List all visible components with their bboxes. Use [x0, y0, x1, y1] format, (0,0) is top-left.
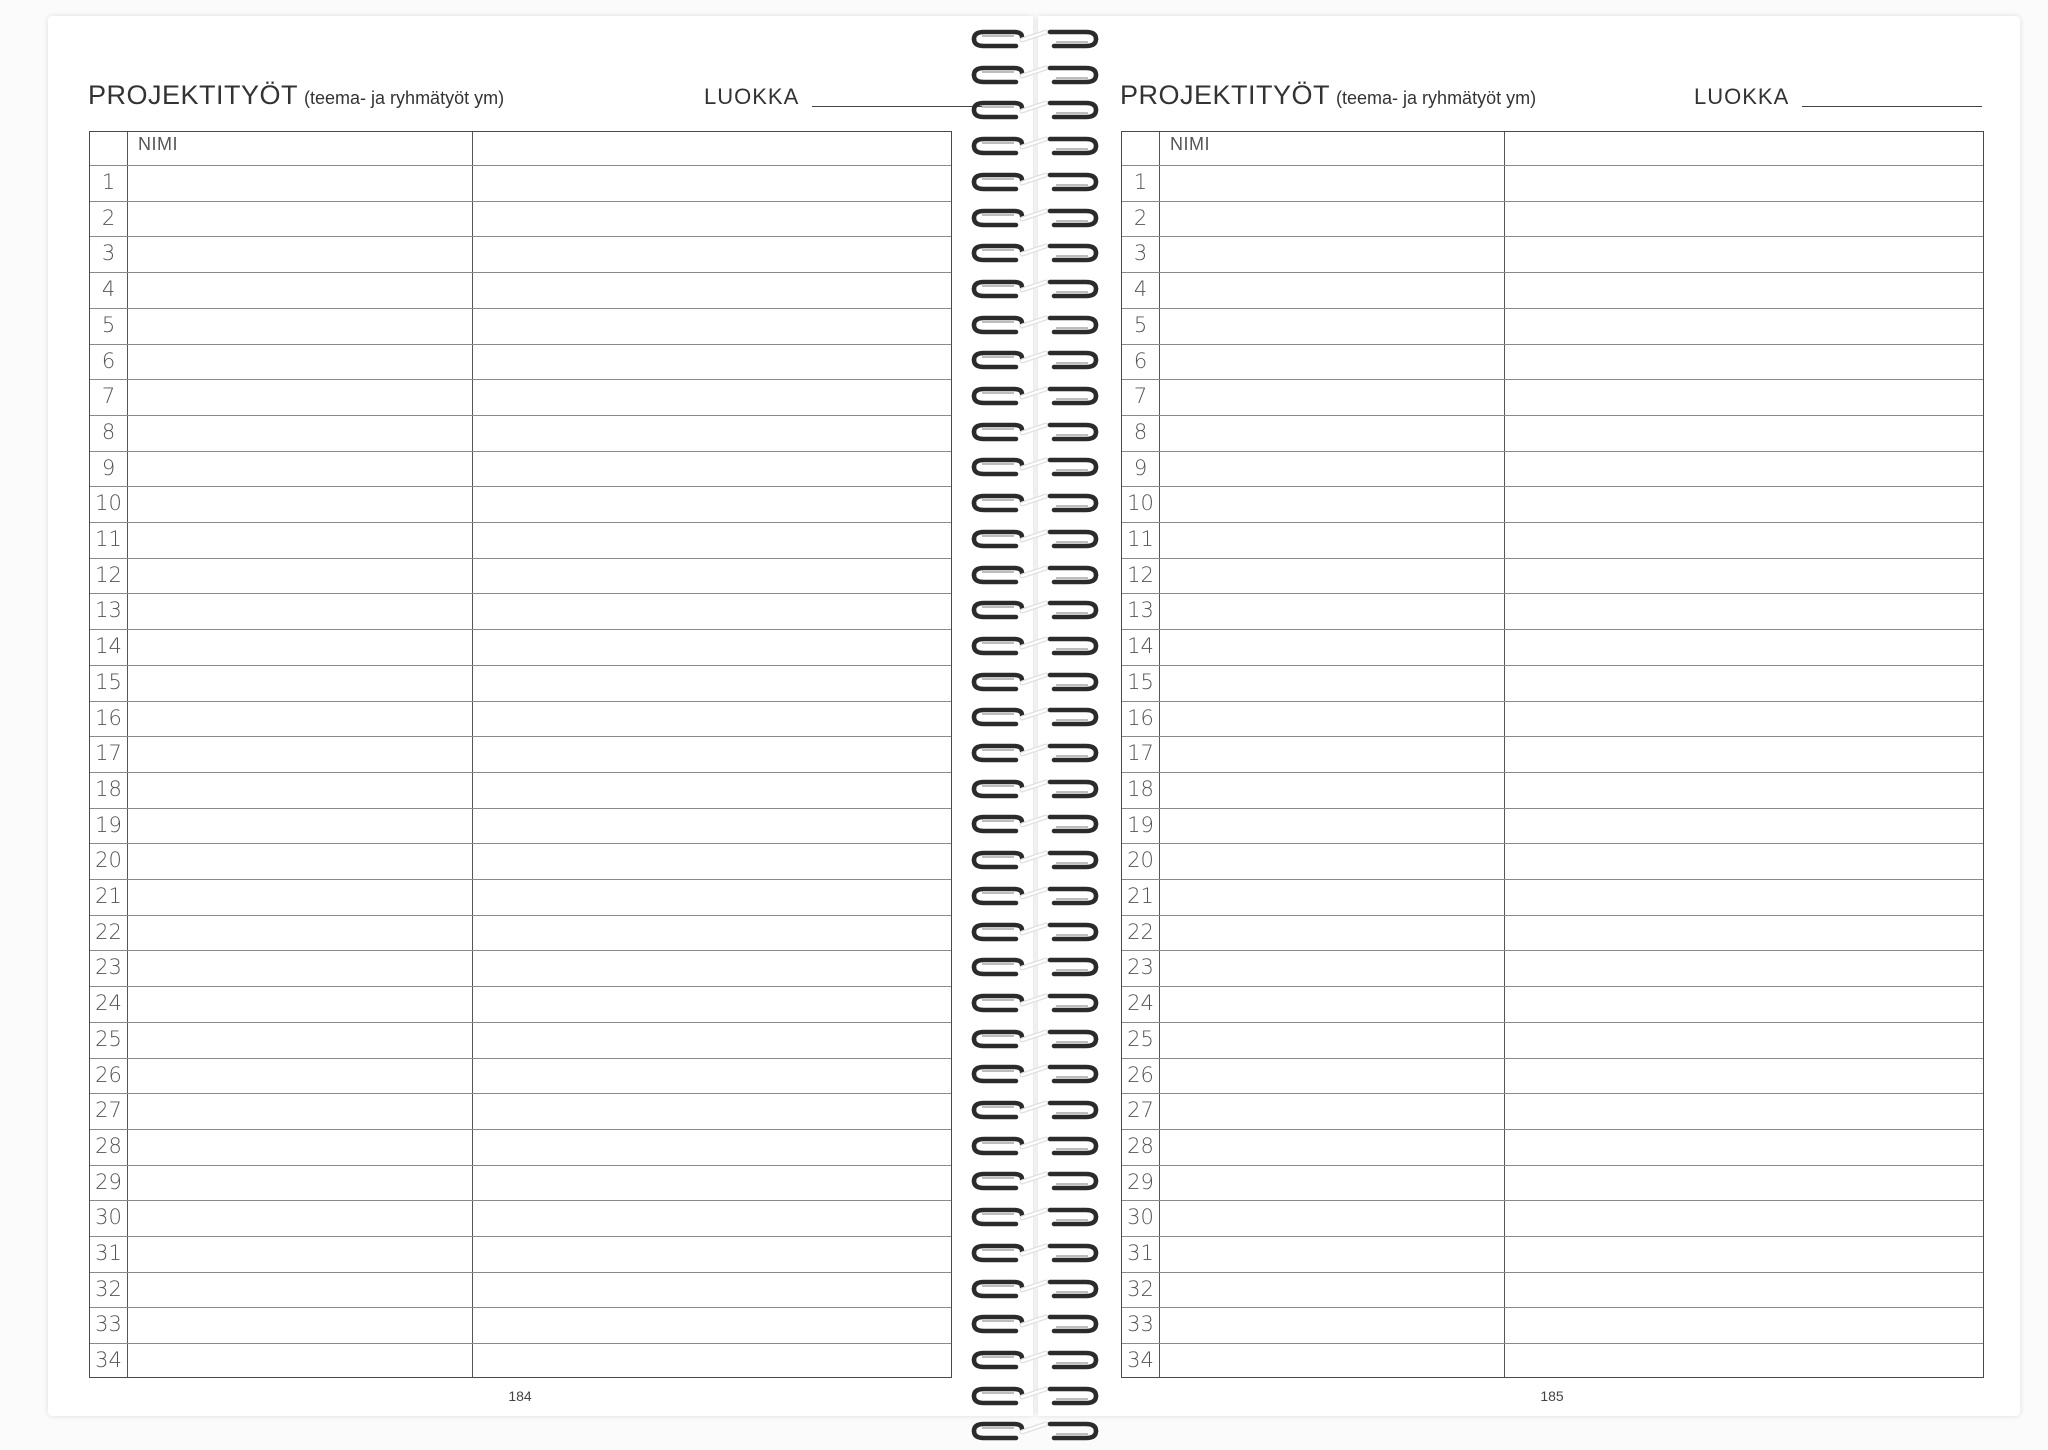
page-title [1120, 80, 1536, 111]
row-number: 24 [95, 991, 122, 1016]
table-row[interactable] [128, 986, 951, 1022]
binding-ring [970, 921, 1100, 943]
table-row[interactable] [1160, 843, 1983, 879]
binding-ring [970, 1135, 1100, 1157]
table-row[interactable] [1160, 558, 1983, 594]
binding-ring [970, 1313, 1100, 1335]
binding-ring [970, 1028, 1100, 1050]
table-row[interactable] [1160, 236, 1983, 272]
table-row[interactable] [128, 1022, 951, 1058]
table-row[interactable] [128, 1129, 951, 1165]
class-label: LUOKKA [704, 84, 800, 109]
binding-ring [970, 564, 1100, 586]
binding-ring [970, 135, 1100, 157]
roster-table [1121, 131, 1984, 1378]
class-write-line[interactable] [1802, 106, 1982, 107]
binding-ring [970, 1349, 1100, 1371]
row-number: 15 [95, 669, 122, 694]
row-number: 9 [1133, 455, 1148, 480]
roster-table [89, 131, 952, 1378]
binding-ring [970, 456, 1100, 478]
row-number: 17 [95, 741, 122, 766]
table-row[interactable] [128, 451, 951, 487]
table-row[interactable] [1160, 486, 1983, 522]
row-number: 33 [95, 1312, 122, 1337]
row-number: 32 [95, 1276, 122, 1301]
table-row[interactable] [128, 522, 951, 558]
row-number: 5 [101, 312, 116, 337]
title-subtitle: (teema- ja ryhmätyöt ym) [1336, 88, 1537, 108]
row-number: 6 [1133, 348, 1148, 373]
binding-ring [970, 349, 1100, 371]
row-number: 6 [101, 348, 116, 373]
row-number: 28 [95, 1133, 122, 1158]
binding-ring [970, 64, 1100, 86]
table-row[interactable] [1160, 1093, 1983, 1129]
binding-ring [970, 813, 1100, 835]
table-row[interactable] [128, 950, 951, 986]
row-number: 26 [1127, 1062, 1154, 1087]
row-number: 17 [1127, 741, 1154, 766]
table-row[interactable] [128, 1200, 951, 1236]
table-row[interactable] [1160, 915, 1983, 951]
table-row[interactable] [1160, 736, 1983, 772]
row-number: 30 [95, 1205, 122, 1230]
class-label: LUOKKA [1694, 84, 1790, 109]
binding-ring [970, 1206, 1100, 1228]
row-number: 25 [1127, 1026, 1154, 1051]
table-row[interactable] [1160, 165, 1983, 201]
right-page [1038, 16, 2020, 1416]
binding-ring [970, 1278, 1100, 1300]
table-row[interactable] [128, 665, 951, 701]
table-row[interactable] [1160, 772, 1983, 808]
table-row[interactable] [1160, 629, 1983, 665]
page-header [88, 80, 1008, 116]
binding-ring [970, 99, 1100, 121]
row-number: 4 [1133, 277, 1148, 302]
binding-ring [970, 1385, 1100, 1407]
row-number: 11 [1127, 527, 1154, 551]
row-number: 21 [1127, 884, 1154, 908]
table-row[interactable] [128, 808, 951, 844]
title-text: PROJEKTITYÖT [1120, 80, 1331, 110]
row-number: 2 [101, 205, 116, 230]
table-row[interactable] [128, 344, 951, 380]
row-number: 3 [1133, 241, 1148, 266]
row-number: 9 [101, 455, 116, 480]
row-number: 1 [101, 170, 116, 194]
row-number: 25 [95, 1026, 122, 1051]
row-number: 7 [101, 384, 116, 409]
table-row[interactable] [1160, 1022, 1983, 1058]
row-number: 10 [1127, 491, 1154, 516]
binding-ring [970, 171, 1100, 193]
table-row[interactable] [1160, 1129, 1983, 1165]
row-number: 1 [1133, 170, 1148, 194]
table-row[interactable] [1160, 1236, 1983, 1272]
table-row[interactable] [1160, 522, 1983, 558]
table-row[interactable] [128, 415, 951, 451]
binding-ring [970, 778, 1100, 800]
table-row[interactable] [1160, 986, 1983, 1022]
row-number: 8 [1133, 419, 1148, 444]
table-row[interactable] [128, 272, 951, 308]
row-number: 29 [1127, 1169, 1154, 1194]
row-number: 19 [1127, 812, 1154, 837]
table-row[interactable] [128, 1272, 951, 1308]
row-number: 30 [1127, 1205, 1154, 1230]
table-row[interactable] [128, 201, 951, 237]
binding-ring [970, 885, 1100, 907]
table-row[interactable] [1160, 1343, 1983, 1379]
table-row[interactable] [128, 701, 951, 737]
table-row[interactable] [1160, 701, 1983, 737]
table-row[interactable] [128, 1093, 951, 1129]
row-number: 34 [95, 1348, 122, 1373]
binding-ring [970, 992, 1100, 1014]
row-number: 14 [1127, 634, 1154, 659]
row-number: 4 [101, 277, 116, 302]
row-number: 20 [95, 848, 122, 873]
binding-ring [970, 849, 1100, 871]
row-number: 23 [1127, 955, 1154, 980]
table-row[interactable] [1160, 808, 1983, 844]
table-row[interactable] [1160, 201, 1983, 237]
row-number: 16 [95, 705, 122, 730]
name-column-header: NIMI [1170, 134, 1210, 154]
table-row[interactable] [128, 379, 951, 415]
row-number: 14 [95, 634, 122, 659]
left-page [48, 16, 1033, 1416]
table-row[interactable] [128, 629, 951, 665]
table-row[interactable] [1160, 593, 1983, 629]
row-number: 24 [1127, 991, 1154, 1016]
row-number: 31 [1127, 1241, 1154, 1265]
row-number: 5 [1133, 312, 1148, 337]
table-row[interactable] [1160, 1165, 1983, 1201]
row-number: 19 [95, 812, 122, 837]
binding-ring [970, 1170, 1100, 1192]
binding-ring [970, 385, 1100, 407]
table-row[interactable] [1160, 1200, 1983, 1236]
name-column-header: NIMI [138, 134, 178, 154]
title-subtitle: (teema- ja ryhmätyöt ym) [304, 88, 505, 108]
row-number: 21 [95, 884, 122, 908]
row-number: 16 [1127, 705, 1154, 730]
binding-ring [970, 599, 1100, 621]
row-number: 18 [1127, 776, 1154, 801]
row-number: 33 [1127, 1312, 1154, 1337]
row-number: 27 [1127, 1098, 1154, 1123]
row-number: 12 [95, 562, 122, 587]
row-number: 15 [1127, 669, 1154, 694]
row-number: 31 [95, 1241, 122, 1265]
row-number: 13 [95, 598, 122, 623]
row-number: 34 [1127, 1348, 1154, 1373]
table-row[interactable] [1160, 415, 1983, 451]
page-header [1120, 80, 2020, 116]
binding-ring [970, 742, 1100, 764]
binding-ring [970, 1242, 1100, 1264]
binding-ring [970, 706, 1100, 728]
table-row[interactable] [128, 879, 951, 915]
table-row[interactable] [128, 843, 951, 879]
row-number: 23 [95, 955, 122, 980]
table-row[interactable] [128, 915, 951, 951]
binding-ring [970, 242, 1100, 264]
table-row[interactable] [1160, 451, 1983, 487]
binding-ring [970, 671, 1100, 693]
binding-ring [970, 314, 1100, 336]
page-number: 185 [1540, 1388, 1564, 1404]
title-text: PROJEKTITYÖT [88, 80, 299, 110]
binding-ring [970, 635, 1100, 657]
table-row[interactable] [1160, 379, 1983, 415]
table-row[interactable] [128, 308, 951, 344]
row-number: 3 [101, 241, 116, 266]
binding-ring [970, 956, 1100, 978]
table-row[interactable] [128, 772, 951, 808]
table-row[interactable] [128, 736, 951, 772]
row-number: 12 [1127, 562, 1154, 587]
binding-ring [970, 528, 1100, 550]
table-row[interactable] [1160, 272, 1983, 308]
row-number: 20 [1127, 848, 1154, 873]
table-row[interactable] [128, 1058, 951, 1094]
row-number: 2 [1133, 205, 1148, 230]
spiral-binding [970, 18, 1100, 1418]
table-row[interactable] [1160, 1272, 1983, 1308]
table-row[interactable] [128, 486, 951, 522]
table-row[interactable] [1160, 344, 1983, 380]
row-number: 28 [1127, 1133, 1154, 1158]
table-row[interactable] [1160, 1058, 1983, 1094]
page-number: 184 [508, 1388, 532, 1404]
table-row[interactable] [1160, 308, 1983, 344]
binding-ring [970, 1420, 1100, 1442]
table-row[interactable] [128, 1165, 951, 1201]
row-number: 10 [95, 491, 122, 516]
table-row[interactable] [1160, 950, 1983, 986]
table-row[interactable] [128, 165, 951, 201]
row-number: 29 [95, 1169, 122, 1194]
row-number: 27 [95, 1098, 122, 1123]
row-number: 18 [95, 776, 122, 801]
row-number: 13 [1127, 598, 1154, 623]
row-number: 26 [95, 1062, 122, 1087]
table-row[interactable] [1160, 879, 1983, 915]
binding-ring [970, 207, 1100, 229]
table-row[interactable] [128, 236, 951, 272]
table-row[interactable] [128, 1343, 951, 1379]
table-row[interactable] [128, 558, 951, 594]
binding-ring [970, 1063, 1100, 1085]
binding-ring [970, 421, 1100, 443]
row-number: 22 [95, 919, 122, 944]
table-row[interactable] [1160, 665, 1983, 701]
row-number: 11 [95, 527, 122, 551]
table-row[interactable] [128, 1236, 951, 1272]
row-number: 7 [1133, 384, 1148, 409]
row-number: 22 [1127, 919, 1154, 944]
row-number: 8 [101, 419, 116, 444]
page-title [88, 80, 504, 111]
binding-ring [970, 28, 1100, 50]
binding-ring [970, 278, 1100, 300]
table-row[interactable] [1160, 1307, 1983, 1343]
binding-ring [970, 492, 1100, 514]
table-row[interactable] [128, 1307, 951, 1343]
class-write-line[interactable] [812, 106, 992, 107]
binding-ring [970, 1099, 1100, 1121]
row-number: 32 [1127, 1276, 1154, 1301]
table-row[interactable] [128, 593, 951, 629]
